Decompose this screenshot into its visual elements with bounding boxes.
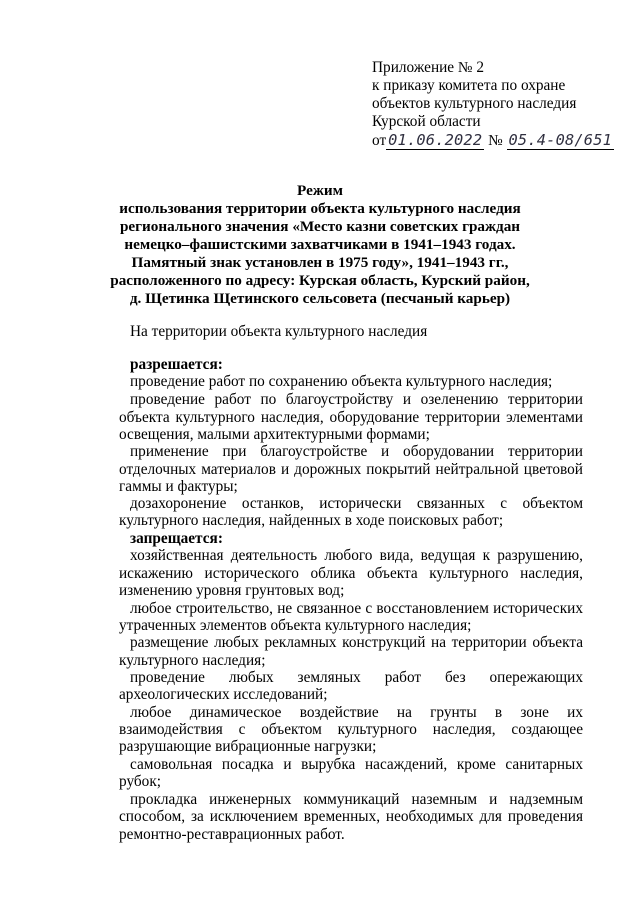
appendix-number: Приложение № 2 [372, 59, 484, 76]
body-line: объекта культурного наследия, оборудование территории элементами [119, 409, 583, 426]
body-line: проведение работ по сохранению объекта культурного наследия; [130, 373, 553, 390]
order-reference: к приказу комитета по охране [372, 77, 566, 94]
body-line: культурного наследия, найденных в ходе поисковых работ; [119, 512, 504, 529]
body-line: любое строительство, не связанное с восстановлением исторических [130, 600, 583, 617]
body-line: взаимодействия с объектом культурного наследия, создающее [119, 721, 583, 738]
body-line: хозяйственная деятельность любого вида, ведущая к разрушению, [130, 547, 583, 564]
body-line: рубок; [119, 773, 162, 790]
body-line: утраченных элементов объекта культурного наследия; [119, 617, 472, 634]
body-line: культурного наследия; [119, 652, 266, 669]
committee-name: объектов культурного наследия [372, 95, 577, 112]
order-number: 05.4-08/651 [508, 131, 613, 149]
body-line: освещения, малыми архитектурными формами; [119, 426, 430, 443]
body-line: проведение работ по благоустройству и озеленению территории [130, 391, 583, 408]
title-line: использования территории объекта культурного наследия [119, 200, 521, 217]
body-line: гаммы и фактуры; [119, 478, 238, 495]
body-line: прокладка инженерных коммуникаций наземным и надземным [130, 791, 583, 808]
title-line: регионального значения «Место казни советских граждан [119, 218, 521, 235]
body-line: способом, за исключением временных, необходимых для проведения [119, 808, 583, 825]
order-date-number-line [372, 132, 614, 149]
body-line: применение при благоустройстве и оборудовании территории [130, 443, 583, 460]
title-line: расположенного по адресу: Курская область, Курский район, [110, 272, 530, 289]
forbidden-heading: запрещается: [130, 530, 223, 547]
body-line: проведение любых земляных работ без опережающих [130, 669, 583, 686]
title-line: д. Щетинка Щетинского сельсовета (песчаный карьер) [129, 290, 511, 307]
title-line: Режим [297, 182, 343, 199]
title-line: немецко–фашистскими захватчиками в 1941–1943 годах. [124, 236, 516, 253]
region-name: Курской области [372, 113, 481, 130]
body-line: ремонтно-реставрационных работ. [119, 826, 345, 843]
order-date: 01.06.2022 [388, 131, 483, 149]
body-line: изменению уровня грунтовых вод; [119, 582, 345, 599]
body-line: разрушающие вибрационные нагрузки; [119, 738, 377, 755]
body-line: самовольная посадка и вырубка насаждений, кроме санитарных [130, 756, 583, 773]
body-line: любое динамическое воздействие на грунты в зоне их [130, 704, 583, 721]
title-line: Памятный знак установлен в 1975 году», 1941–1943 гг., [131, 254, 509, 271]
intro-text: На территории объекта культурного наследия [130, 323, 428, 340]
body-line: отделочных материалов и дорожных покрытий нейтральной цветовой [119, 461, 583, 478]
allowed-heading: разрешается: [130, 356, 223, 373]
number-label: № [488, 132, 503, 149]
body-line: размещение любых рекламных конструкций на территории объекта [130, 634, 583, 651]
from-label: от [372, 132, 387, 149]
body-line: дозахоронение останков, исторически связанных с объектом [130, 495, 583, 512]
body-line: искажению исторического облика объекта культурного наследия, [119, 565, 583, 582]
body-line: археологических исследований; [119, 686, 328, 703]
